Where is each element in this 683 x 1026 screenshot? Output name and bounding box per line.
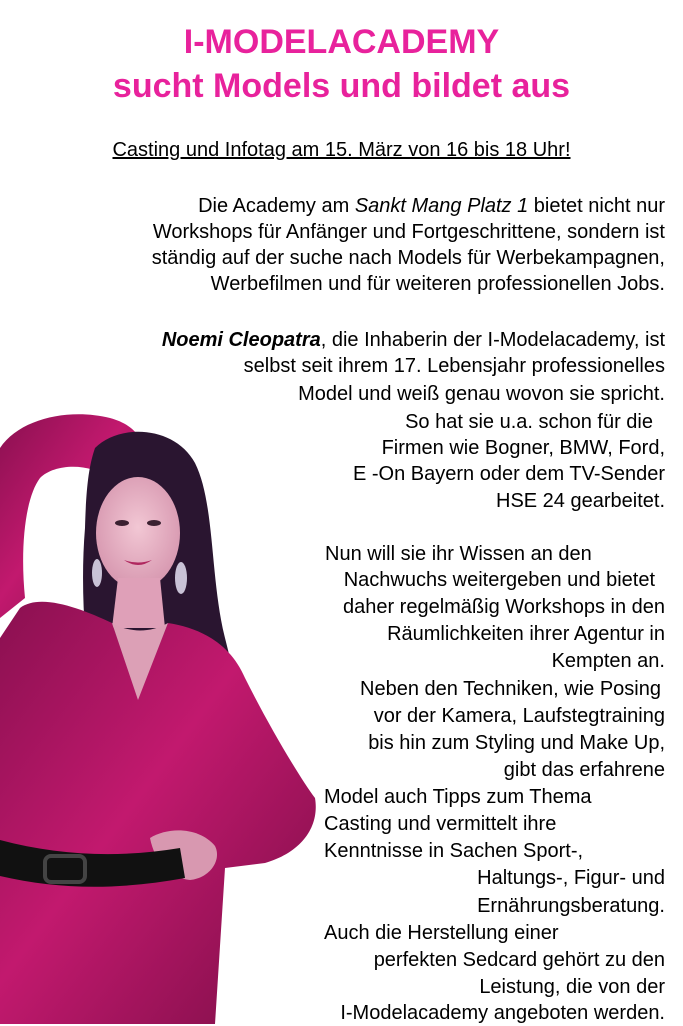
paragraph3-line13: Haltungs-, Figur- und <box>477 867 665 889</box>
paragraph3-line4: Räumlichkeiten ihrer Agentur in <box>387 623 665 645</box>
paragraph3-line2: Nachwuchs weitergeben und bietet <box>343 569 655 591</box>
paragraph2-line3: Model und weiß genau wovon sie spricht. <box>298 383 665 405</box>
paragraph2-line2: selbst seit ihrem 17. Lebensjahr professionelles <box>243 355 665 377</box>
paragraph3-line5: Kempten an. <box>551 650 665 672</box>
paragraph3-line17: Leistung, die von der <box>479 976 665 998</box>
paragraph3-line14: Ernährungsberatung. <box>477 895 665 917</box>
model-photo <box>0 408 335 1024</box>
paragraph2-line5: Firmen wie Bogner, BMW, Ford, <box>381 437 665 459</box>
face <box>96 477 180 589</box>
paragraph3-line7: vor der Kamera, Laufstegtraining <box>373 705 665 727</box>
paragraph2-line6: E -On Bayern oder dem TV-Sender <box>352 463 665 485</box>
paragraph3-line6: Neben den Techniken, wie Posing <box>360 678 661 700</box>
page-title: I-MODELACADEMY <box>183 23 500 61</box>
paragraph2-line7: HSE 24 gearbeitet. <box>496 490 665 512</box>
paragraph3-line9: gibt das erfahrene <box>503 759 665 781</box>
paragraph3-line12: Kenntnisse in Sachen Sport-, <box>324 840 584 862</box>
paragraph2-line4: So hat sie u.a. schon für die <box>405 411 653 433</box>
academy-address: Sankt Mang Platz 1 <box>354 195 529 217</box>
owner-name: Noemi Cleopatra <box>161 329 321 351</box>
paragraph3-line11: Casting und vermittelt ihre <box>324 813 557 835</box>
paragraph3-line16: perfekten Sedcard gehört zu den <box>373 949 665 971</box>
paragraph3-line18: I-Modelacademy angeboten werden. <box>340 1002 665 1024</box>
page-subtitle: sucht Models und bildet aus <box>112 67 571 105</box>
paragraph3-line15: Auch die Herstellung einer <box>324 922 559 944</box>
dress <box>0 602 316 1024</box>
paragraph3-line8: bis hin zum Styling und Make Up, <box>368 732 665 754</box>
casting-announcement: Casting und Infotag am 15. März von 16 bis 18 Uhr! <box>112 139 571 161</box>
paragraph3-line3: daher regelmäßig Workshops in den <box>342 596 665 618</box>
paragraph1-line2: Workshops für Anfänger und Fortgeschrittene, sondern ist <box>152 221 665 243</box>
paragraph2-line1: Noemi Cleopatra, die Inhaberin der I-Modelacademy, ist <box>161 329 665 351</box>
paragraph1-line4: Werbefilmen und für weiteren professionellen Jobs. <box>210 273 665 295</box>
paragraph3-line10: Model auch Tipps zum Thema <box>324 786 592 808</box>
paragraph1-line3: ständig auf der suche nach Models für Werbekampagnen, <box>151 247 665 269</box>
paragraph3-line1: Nun will sie ihr Wissen an den <box>325 543 592 565</box>
paragraph1-line1: Die Academy am Sankt Mang Platz 1 bietet nicht nur <box>198 195 665 217</box>
